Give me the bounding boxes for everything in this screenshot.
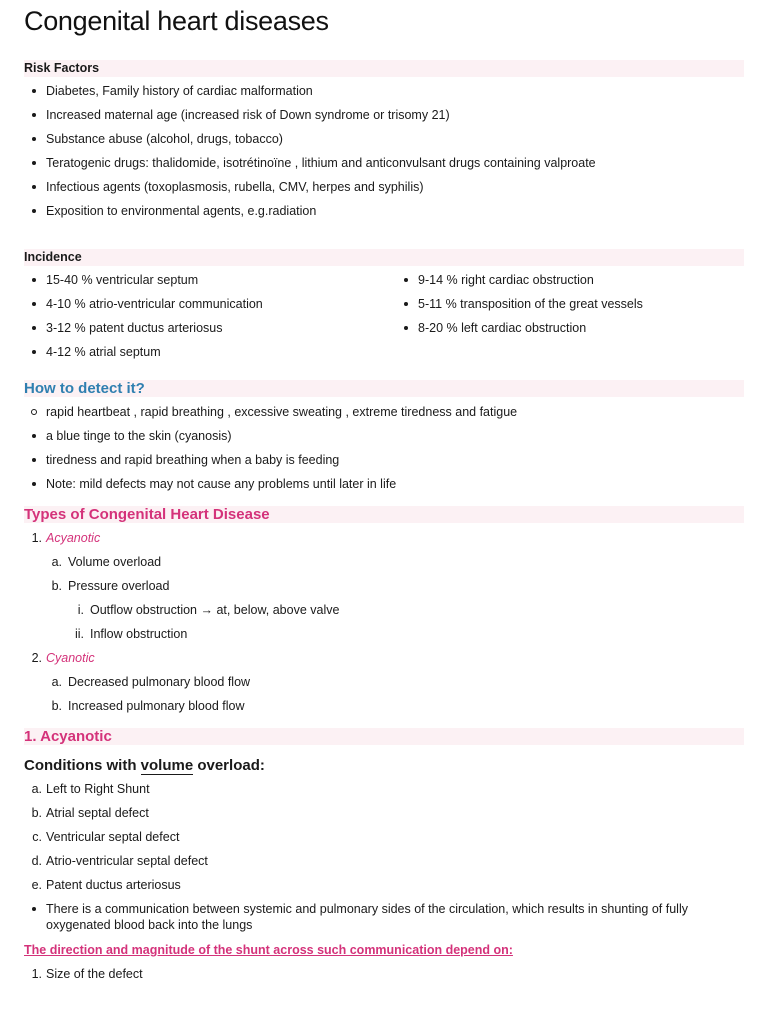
list-item: Teratogenic drugs: thalidomide, isotrétinoïne , lithium and anticonvulsant drugs containing valproate — [24, 155, 744, 179]
list-item: 1. Acyanotic — [31, 531, 101, 545]
list-item: Diabetes, Family history of cardiac malformation — [24, 83, 744, 107]
list-item: ii. Inflow obstruction — [74, 627, 188, 641]
list-item: Note: mild defects may not cause any problems until later in life — [24, 476, 744, 500]
risk-factors-heading: Risk Factors — [24, 60, 744, 77]
list-item: d. Atrio-ventricular septal defect — [31, 854, 208, 868]
list-item: 2. Cyanotic — [31, 651, 95, 665]
list-item: a blue tinge to the skin (cyanosis) — [24, 428, 744, 452]
shunt-factors-list — [24, 966, 744, 990]
list-item: rapid heartbeat , rapid breathing , excessive sweating , extreme tiredness and fatigue — [24, 404, 744, 428]
list-item: Exposition to environmental agents, e.g.radiation — [24, 203, 744, 227]
list-item: Increased maternal age (increased risk of Down syndrome or trisomy 21) — [24, 107, 744, 131]
list-item: tiredness and rapid breathing when a baby is feeding — [24, 452, 744, 476]
list-item: b. Increased pulmonary blood flow — [51, 699, 245, 713]
cyanotic-label: Cyanotic — [46, 651, 95, 665]
detect-heading: How to detect it? — [24, 380, 744, 397]
list-item: Substance abuse (alcohol, drugs, tobacco) — [24, 131, 744, 155]
list-item: 5-11 % transposition of the great vessels — [396, 296, 746, 320]
risk-factors-list — [24, 83, 744, 227]
incidence-right-list — [396, 272, 746, 344]
list-item: e. Patent ductus arteriosus — [31, 878, 181, 892]
shunt-direction-note: The direction and magnitude of the shunt across such communication depend on: — [24, 943, 513, 957]
detect-list — [24, 404, 744, 500]
acyanotic-label: Acyanotic — [46, 531, 101, 545]
list-item: 15-40 % ventricular septum — [24, 272, 394, 296]
list-item: 4-10 % atrio-ventricular communication — [24, 296, 394, 320]
list-item: 9-14 % right cardiac obstruction — [396, 272, 746, 296]
acyanotic-heading: 1. Acyanotic — [24, 728, 744, 745]
incidence-heading: Incidence — [24, 249, 744, 266]
incidence-columns — [24, 272, 744, 368]
list-item: 1. Size of the defect — [31, 967, 143, 981]
shunt-note-list — [24, 901, 744, 942]
volume-overload-subheading: Conditions with volume overload: — [24, 757, 265, 774]
list-item: 4-12 % atrial septum — [24, 344, 394, 368]
list-item: b. Pressure overload — [51, 579, 170, 593]
list-item: i. Outflow obstruction → at, below, above valve — [77, 603, 340, 617]
list-item: Infectious agents (toxoplasmosis, rubella, CMV, herpes and syphilis) — [24, 179, 744, 203]
list-item: 8-20 % left cardiac obstruction — [396, 320, 746, 344]
types-list — [24, 530, 744, 722]
list-item: a. Volume overload — [51, 555, 162, 569]
types-heading: Types of Congenital Heart Disease — [24, 506, 744, 523]
list-item: There is a communication between systemic and pulmonary sides of the circulation, which results in shunting of fully oxygenated blood back into the lungs — [24, 901, 726, 942]
list-item: a. Left to Right Shunt — [31, 782, 150, 796]
list-item: a. Decreased pulmonary blood flow — [51, 675, 251, 689]
list-item: c. Ventricular septal defect — [32, 830, 180, 844]
incidence-left-list — [24, 272, 394, 368]
volume-overload-list — [24, 781, 744, 990]
list-item: 3-12 % patent ductus arteriosus — [24, 320, 394, 344]
page-title: Congenital heart diseases — [24, 6, 329, 36]
list-item: b. Atrial septal defect — [31, 806, 149, 820]
